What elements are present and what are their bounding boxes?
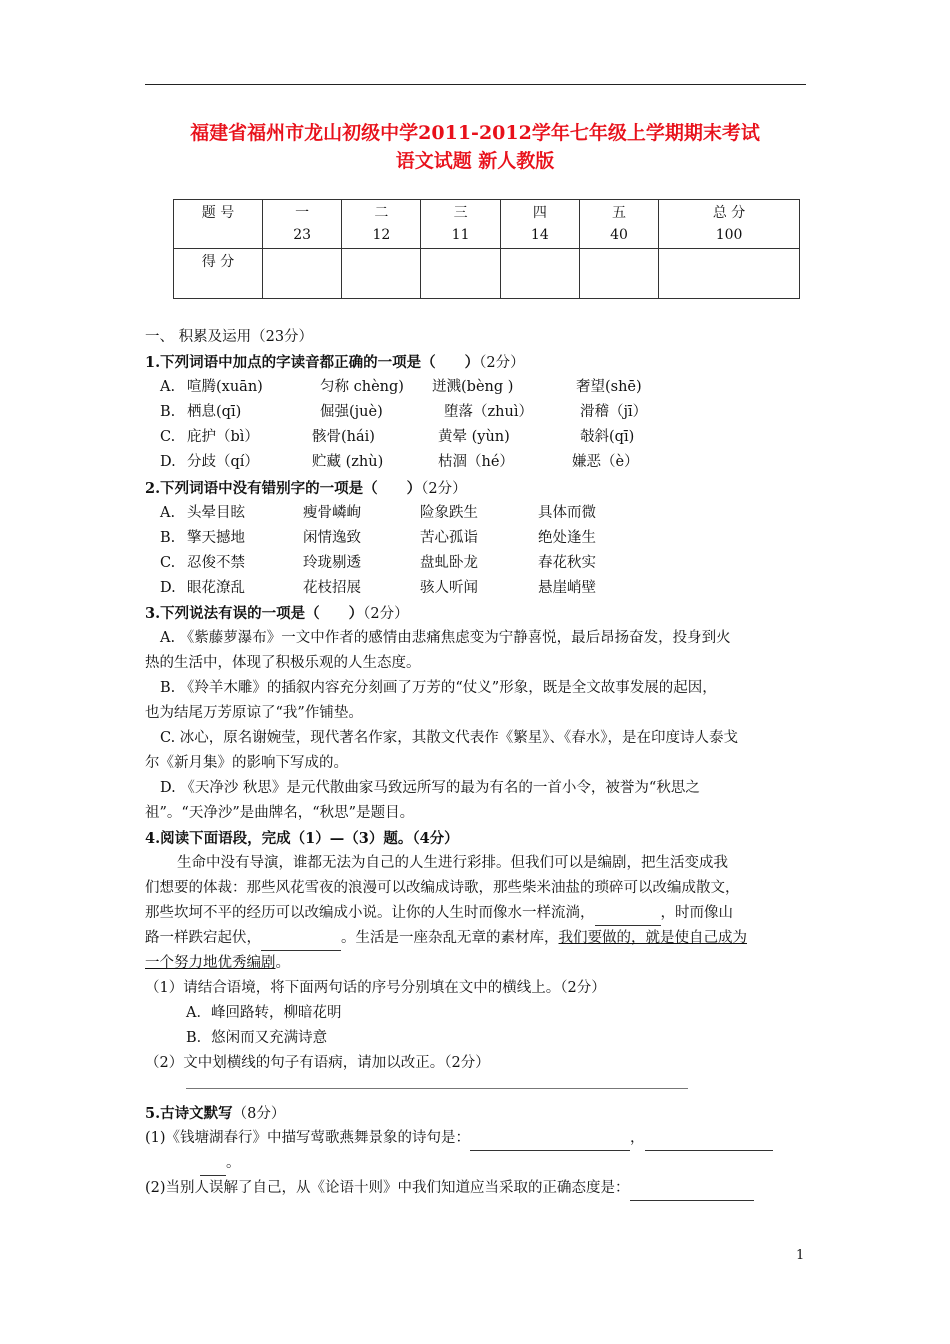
col-3: 三 11 [421,200,500,249]
q3-option-c-line2: 尔《新月集》的影响下写成的。 [145,755,348,771]
q4-sub1-choice-a: A．峰回路转，柳暗花明 [186,1005,342,1021]
top-rule [145,84,806,85]
exam-title-line2: 语文试题 新人教版 [395,150,555,172]
q5-blank-1b[interactable] [645,1134,773,1151]
q4-sub2: （2）文中划横线的句子有语病，请加以改正。（2分） [145,1055,490,1071]
q3-option-a-line1: A. 《紫藤萝瀑布》一文中作者的感情由悲痛焦虑变为宁静喜悦，最后昂扬奋发，投身到火 [160,630,731,646]
score-input-2[interactable] [342,249,421,299]
q4-sub1-choice-b: B．悠闲而又充满诗意 [186,1030,328,1046]
col-5: 五 40 [579,200,658,249]
q1-stem: 1.下列词语中加点的字读音都正确的一项是（ ）（2分） [145,354,525,371]
q4-underlined-sentence-part1: 我们要做的，就是使自己成为 [558,930,747,946]
score-input-4[interactable] [500,249,579,299]
q4-passage-line2: 们想要的体裁：那些风花雪夜的浪漫可以改编成诗歌，那些柴米油盐的琐碎可以改编成散文， [145,880,740,896]
q3-option-d-line1: D. 《天净沙 秋思》是元代散曲家马致远所写的最为有名的一首小令，被誉为“秋思之 [160,780,700,796]
q2-stem: 2.下列词语中没有错别字的一项是（ ）（2分） [145,480,467,497]
q3-option-d-line2: 祖”。“天净沙”是曲牌名，“秋思”是题目。 [145,805,415,821]
q4-passage-line4: 路一样跌宕起伏， 。生活是一座杂乱无章的素材库，我们要做的，就是使自己成为 [145,926,747,951]
q5-stem: 5.古诗文默写（8分） [145,1105,286,1122]
col-1: 一 23 [263,200,342,249]
score-table [173,199,800,299]
score-input-total[interactable] [659,249,800,299]
q5-blank-1a[interactable] [470,1134,630,1151]
section1-heading: 一、 积累及运用（23分） [145,329,314,345]
score-table-header-row [174,200,800,249]
exam-title-line1: 福建省福州市龙山初级中学2011-2012学年七年级上学期期末考试 [190,122,760,144]
q3-option-b-line2: 也为结尾万芳原谅了“我”作铺垫。 [145,705,363,721]
q5-blank-1c[interactable] [200,1159,226,1176]
score-table-score-row [174,249,800,299]
page-number: 1 [796,1248,805,1263]
score-input-5[interactable] [579,249,658,299]
q5-blank-2[interactable] [630,1184,754,1201]
q5-sub2: (2)当别人误解了自己，从《论语十则》中我们知道应当采取的正确态度是： [145,1176,754,1201]
q3-option-c-line1: C. 冰心，原名谢婉莹，现代著名作家，其散文代表作《繁星》、《春水》，是在印度诗人泰戈 [160,730,739,746]
q5-sub1: (1)《钱塘湖春行》中描写莺歌燕舞景象的诗句是： ， [145,1126,773,1151]
col-total: 总 分 100 [659,200,800,249]
q4-passage-line5: 一个努力地优秀编剧。 [145,955,290,971]
score-input-3[interactable] [421,249,500,299]
col-4: 四 14 [500,200,579,249]
score-input-1[interactable] [263,249,342,299]
q3-option-b-line1: B. 《羚羊木雕》的插叙内容充分刻画了万芳的“仗义”形象，既是全文故事发展的起因， [160,680,717,696]
q4-blank-2[interactable] [261,934,341,951]
col-2: 二 12 [342,200,421,249]
q4-blank-1[interactable] [595,909,661,926]
q3-option-a-line2: 热的生活中，体现了积极乐观的人生态度。 [145,655,421,671]
q4-passage-line1: 生命中没有导演，谁都无法为自己的人生进行彩排。但我们可以是编剧，把生活变成我 [177,855,728,871]
header-label-cell: 题 号 [174,200,263,249]
q4-underlined-sentence-part2: 一个努力地优秀编剧 [145,955,276,971]
q4-passage-line3: 那些坎坷不平的经历可以改编成小说。让你的人生时而像水一样流淌， ，时而像山 [145,901,733,926]
q4-answer-line[interactable] [186,1088,688,1089]
q3-stem: 3.下列说法有误的一项是（ ）（2分） [145,605,409,622]
q5-sub1-cont: 。 [200,1151,241,1176]
q4-sub1: （1）请结合语境，将下面两句话的序号分别填在文中的横线上。（2分） [145,980,606,996]
score-label-cell: 得 分 [174,249,263,299]
q4-stem: 4.阅读下面语段，完成（1）—（3）题。（4分） [145,830,459,847]
